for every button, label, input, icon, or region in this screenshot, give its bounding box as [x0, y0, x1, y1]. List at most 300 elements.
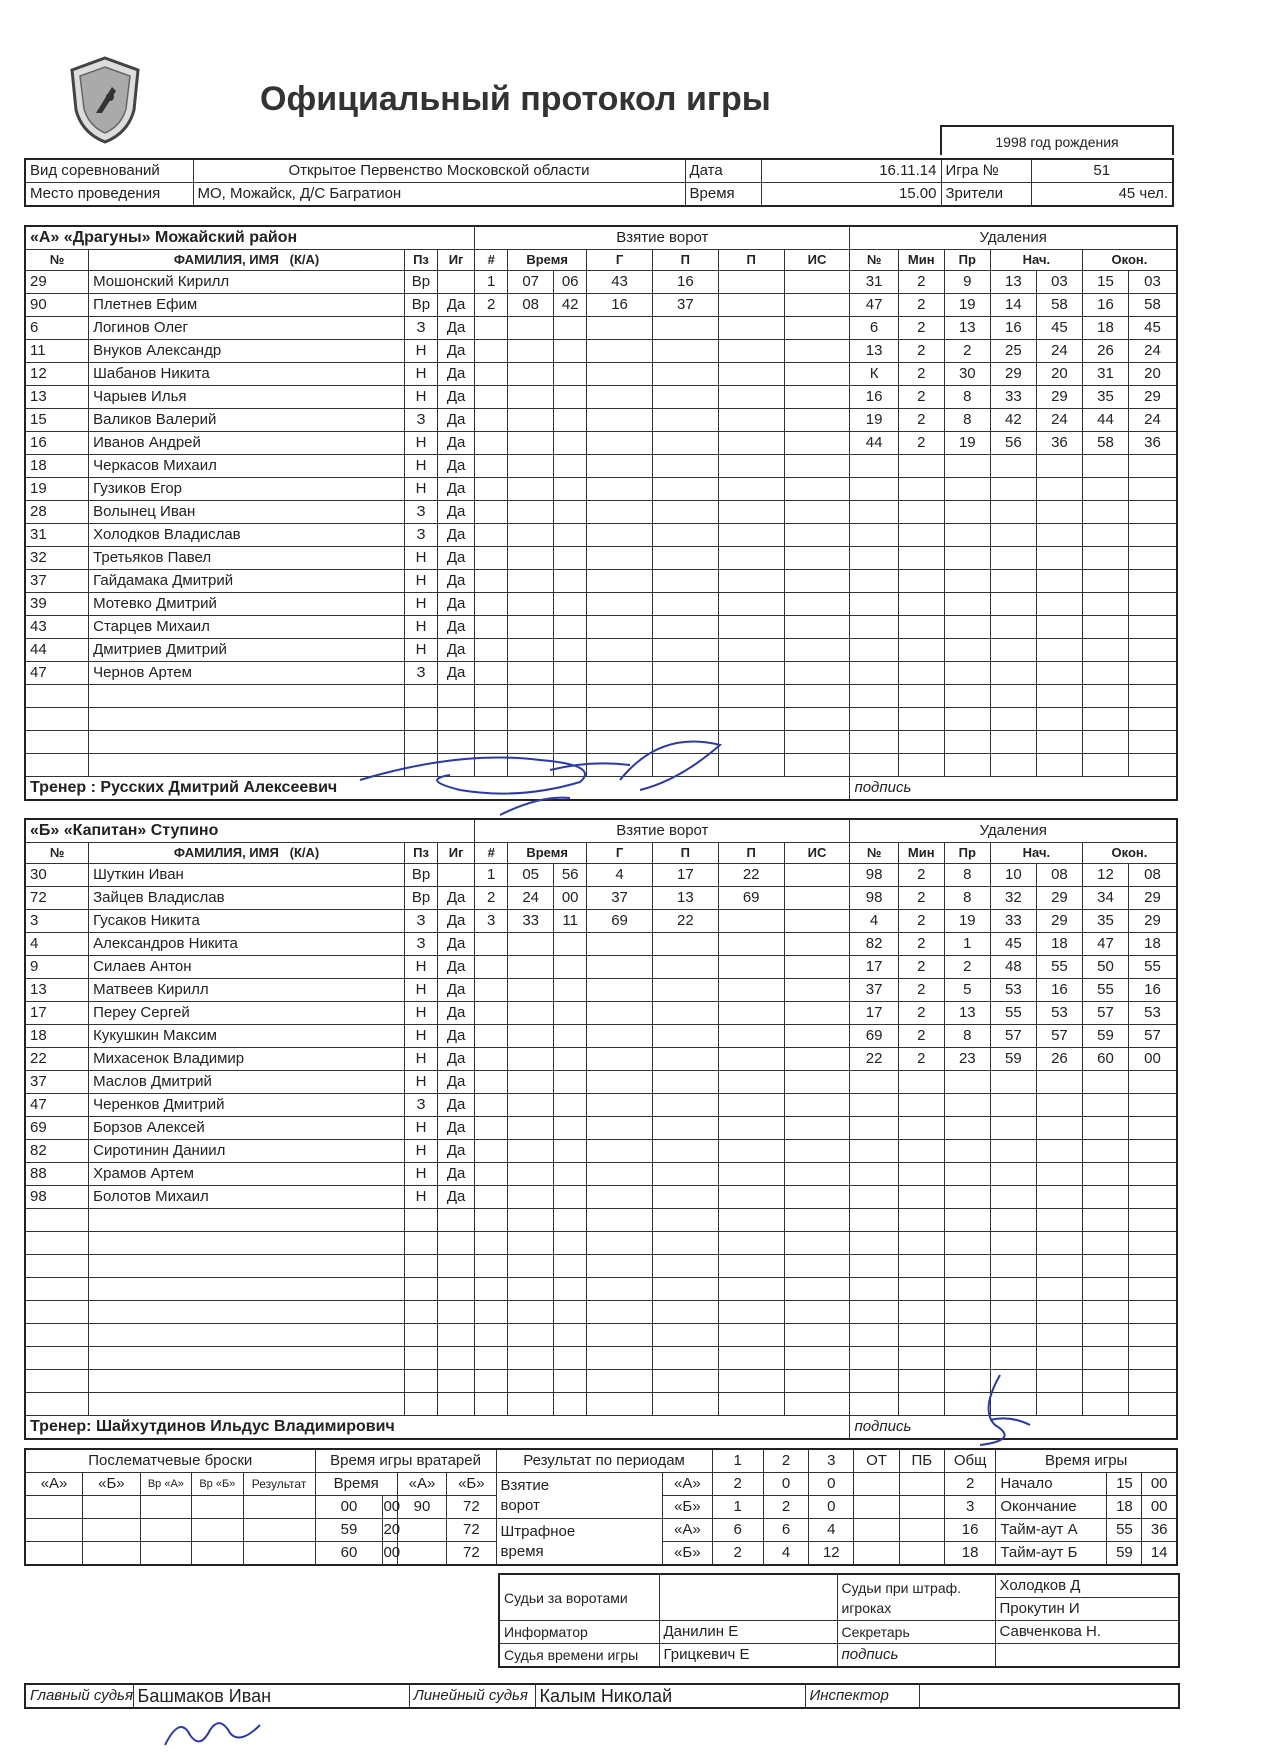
team_b-pen-end-min [1082, 1347, 1128, 1370]
team_b-goal-assist2 [718, 1278, 784, 1301]
team_b-pen-end-sec [1129, 1370, 1177, 1393]
team_a-goal-assist2 [718, 386, 784, 409]
team_a-pen-min: 2 [898, 294, 944, 317]
team_a-goal-sec [554, 409, 587, 432]
team_a-pen-end-min: 18 [1082, 317, 1128, 340]
gk-min: 60 [315, 1542, 383, 1566]
team_a-goal-sec [554, 386, 587, 409]
team_b-pen-player [850, 1186, 898, 1209]
penalty-judges-label: Судьи при штраф. игроках [837, 1574, 995, 1621]
team_a-goal-situation [784, 501, 850, 524]
team_b-pen-end-sec: 53 [1129, 1002, 1177, 1025]
team_b-goal-col: # [475, 843, 508, 864]
team_b-goal-sec [554, 1347, 587, 1370]
team_b-pen-min: 2 [898, 864, 944, 887]
table-row [25, 1186, 1177, 1209]
game-time-title: Время игры [996, 1449, 1177, 1473]
team_a-pen-end-sec [1129, 547, 1177, 570]
team_b-player-name [89, 1347, 405, 1370]
team_b-pen-reason: 8 [944, 887, 990, 910]
team_b-goal-sec: 56 [554, 864, 587, 887]
team_a-goal-assist1 [652, 639, 718, 662]
team_a-col-pz: Пз [405, 250, 438, 271]
team_b-player-name [89, 1393, 405, 1416]
team_b-pen-start-min: 48 [990, 956, 1036, 979]
team_a-goal-min [508, 340, 554, 363]
team_b-pen-start-min: 45 [990, 933, 1036, 956]
team_b-goal-min [508, 1393, 554, 1416]
team_b-goal-sec [554, 1370, 587, 1393]
team_a-pen-end-sec: 58 [1129, 294, 1177, 317]
team_b-pen-min [898, 1324, 944, 1347]
team_b-pen-player: 98 [850, 887, 898, 910]
team_b-goal-situation [784, 864, 850, 887]
linesman-label: Линейный судья [409, 1684, 535, 1708]
team_a-goal-min [508, 386, 554, 409]
team_a-goal-assist1 [652, 386, 718, 409]
team_b-goal-num [475, 1209, 508, 1232]
team_b-goal-sec [554, 1002, 587, 1025]
team_a-pen-end-min [1082, 754, 1128, 777]
team_b-pen-player: 17 [850, 1002, 898, 1025]
team_a-goal-situation [784, 294, 850, 317]
gk-a: 90 [397, 1496, 446, 1519]
team_a-goal-num [475, 570, 508, 593]
team_a-goal-col: П [718, 250, 784, 271]
game-value: 51 [1031, 159, 1173, 183]
team_a-pen-end-sec: 24 [1129, 340, 1177, 363]
team_b-pen-end-min [1082, 1071, 1128, 1094]
team_a-pen-min [898, 570, 944, 593]
team_b-goal-scorer [587, 1255, 653, 1278]
team_b-goal-scorer [587, 1393, 653, 1416]
gk-min: 59 [315, 1519, 383, 1542]
team_b-pen-start-sec: 16 [1036, 979, 1082, 1002]
team_a-goal-sec [554, 340, 587, 363]
team_a-pen-min: 2 [898, 317, 944, 340]
team_b-player-played: Да [437, 1117, 474, 1140]
team_b-pen-start-sec: 53 [1036, 1002, 1082, 1025]
team_b-pen-start-sec [1036, 1301, 1082, 1324]
team_a-player-number: 11 [25, 340, 89, 363]
team_b-pen-player [850, 1140, 898, 1163]
team_a-goal-assist1 [652, 409, 718, 432]
team_b-pen-col: Нач. [990, 843, 1082, 864]
period-2-header: 2 [763, 1449, 808, 1473]
team_a-pen-end-sec [1129, 616, 1177, 639]
team_b-pen-player [850, 1347, 898, 1370]
team_a-pen-player [850, 639, 898, 662]
shootout-col-a: «А» [25, 1473, 83, 1496]
team_b-pen-player [850, 1393, 898, 1416]
team_b-goal-sec: 11 [554, 910, 587, 933]
team_a-pen-player: К [850, 363, 898, 386]
team_a-goal-num: 1 [475, 271, 508, 294]
team_a-player-name [89, 685, 405, 708]
team_b-pen-player [850, 1163, 898, 1186]
team_a-player-position: Н [405, 547, 438, 570]
period-pb-header: ПБ [899, 1449, 944, 1473]
team_b-goal-assist1 [652, 1140, 718, 1163]
team_a-pen-end-min [1082, 478, 1128, 501]
team_b-goal-scorer: 69 [587, 910, 653, 933]
team_b-goal-min [508, 1301, 554, 1324]
shootout-col-result: Результат [243, 1473, 315, 1496]
team_a-player-played [437, 271, 474, 294]
team_a-goal-num [475, 547, 508, 570]
team_a-goal-sec: 42 [554, 294, 587, 317]
team_b-pen-start-min: 57 [990, 1025, 1036, 1048]
team_b-goal-sec [554, 1232, 587, 1255]
team_a-pen-col: Нач. [990, 250, 1082, 271]
team_a-player-name: Чарыев Илья [89, 386, 405, 409]
table-row [25, 593, 1177, 616]
sum-cell: 0 [809, 1496, 854, 1519]
team_b-player-played: Да [437, 910, 474, 933]
sum-row-team: «Б» [663, 1542, 712, 1566]
game-time-sec: 00 [1142, 1473, 1177, 1496]
team_b-pen-reason [944, 1347, 990, 1370]
team_a-pen-player [850, 547, 898, 570]
team_b-goals-title: Взятие ворот [475, 819, 850, 843]
team_a-goal-sec [554, 662, 587, 685]
team_b-pen-player [850, 1232, 898, 1255]
team_b-goal-assist1 [652, 1255, 718, 1278]
sum-cell [899, 1542, 944, 1566]
team_b-goal-sec [554, 1209, 587, 1232]
team_a-goal-situation [784, 662, 850, 685]
team_b-pen-start-min [990, 1117, 1036, 1140]
team_b-player-name: Сиротинин Даниил [89, 1140, 405, 1163]
team_a-pen-player [850, 478, 898, 501]
team_a-goal-col: Г [587, 250, 653, 271]
period-ot-header: ОТ [854, 1449, 899, 1473]
team_a-pen-player [850, 685, 898, 708]
date-value: 16.11.14 [761, 159, 941, 183]
team_a-goal-min [508, 570, 554, 593]
team_b-player-position [405, 1255, 438, 1278]
team_b-pen-end-sec: 57 [1129, 1025, 1177, 1048]
team_b-pen-player [850, 1094, 898, 1117]
team_a-player-number: 13 [25, 386, 89, 409]
team_b-goal-assist1 [652, 1117, 718, 1140]
team_a-pen-min [898, 616, 944, 639]
team_b-pen-min [898, 1232, 944, 1255]
team_b-goal-situation [784, 1140, 850, 1163]
team_b-goal-sec [554, 1117, 587, 1140]
team_b-goal-min [508, 1209, 554, 1232]
team_b-pen-start-min: 32 [990, 887, 1036, 910]
periods-title: Результат по периодам [496, 1449, 712, 1473]
team_b-player-number [25, 1278, 89, 1301]
team_a-goal-min [508, 501, 554, 524]
team_b-goal-situation [784, 1002, 850, 1025]
team_b-player-position [405, 1324, 438, 1347]
team_b-pen-start-min: 55 [990, 1002, 1036, 1025]
team_b-goal-scorer [587, 1117, 653, 1140]
team_a-player-played: Да [437, 547, 474, 570]
team_b-goal-assist2 [718, 1025, 784, 1048]
game-time-label: Тайм-аут Б [996, 1542, 1107, 1566]
team_b-goal-min: 33 [508, 910, 554, 933]
team_a-goal-sec [554, 455, 587, 478]
team_a-goal-assist1 [652, 317, 718, 340]
table-row [25, 386, 1177, 409]
table-row [25, 979, 1177, 1002]
team_b-pen-start-sec [1036, 1347, 1082, 1370]
team_b-pen-reason [944, 1186, 990, 1209]
team_b-pen-reason [944, 1324, 990, 1347]
team_a-pen-end-sec: 45 [1129, 317, 1177, 340]
table-row [25, 662, 1177, 685]
team_a-goal-sec [554, 593, 587, 616]
team_b-goal-sec [554, 1048, 587, 1071]
officials-signature-label: подпись [837, 1644, 995, 1668]
team_a-player-position: Н [405, 478, 438, 501]
team_b-player-position: Н [405, 979, 438, 1002]
team_a-pen-start-sec [1036, 685, 1082, 708]
team_a-player-number: 31 [25, 524, 89, 547]
team_b-goal-scorer [587, 1347, 653, 1370]
informer-value: Данилин Е [659, 1621, 837, 1644]
team_a-goal-assist2 [718, 340, 784, 363]
team_b-pen-end-min [1082, 1255, 1128, 1278]
team_b-pen-end-min [1082, 1393, 1128, 1416]
team_b-pen-start-min [990, 1301, 1036, 1324]
team_a-pen-end-min [1082, 570, 1128, 593]
team_b-player-position [405, 1370, 438, 1393]
team_a-pen-min: 2 [898, 409, 944, 432]
team_a-goal-assist2 [718, 478, 784, 501]
team_b-player-number: 3 [25, 910, 89, 933]
inspector-label: Инспектор [805, 1684, 919, 1708]
team_b-goal-assist2 [718, 956, 784, 979]
team_a-player-number: 32 [25, 547, 89, 570]
gk-b: 72 [447, 1496, 496, 1519]
team_b-pen-min [898, 1370, 944, 1393]
team_a-pen-player [850, 662, 898, 685]
table-row [25, 1071, 1177, 1094]
team_b-goal-num [475, 1163, 508, 1186]
team_a-pen-reason: 19 [944, 432, 990, 455]
team_a-pen-reason [944, 662, 990, 685]
team_a-pen-min [898, 685, 944, 708]
team_a-pen-min [898, 524, 944, 547]
table-row [25, 570, 1177, 593]
time-label: Время [685, 183, 761, 207]
team_b-pen-start-sec [1036, 1071, 1082, 1094]
table-row [25, 271, 1177, 294]
team_a-goal-assist1 [652, 363, 718, 386]
team_a-pen-start-sec: 58 [1036, 294, 1082, 317]
team_b-pen-player [850, 1117, 898, 1140]
team_a-player-played: Да [437, 662, 474, 685]
team_b-pen-reason [944, 1278, 990, 1301]
team_b-goal-situation [784, 1393, 850, 1416]
team_b-pen-min [898, 1393, 944, 1416]
gk-col-b: «Б» [447, 1473, 496, 1496]
team_a-pen-end-min: 58 [1082, 432, 1128, 455]
table-row [25, 1140, 1177, 1163]
team_a-goal-scorer [587, 570, 653, 593]
team_b-player-number [25, 1232, 89, 1255]
team_b-pen-end-sec [1129, 1278, 1177, 1301]
sum-cell: 2 [712, 1542, 763, 1566]
team_a-pen-end-sec [1129, 731, 1177, 754]
team_b-goal-situation [784, 1071, 850, 1094]
team_b-player-position [405, 1278, 438, 1301]
team_b-pen-min: 2 [898, 956, 944, 979]
main-ref-value: Башмаков Иван [133, 1684, 409, 1708]
team_b-player-played: Да [437, 1140, 474, 1163]
team_b-pen-min [898, 1094, 944, 1117]
team_b-pen-end-sec [1129, 1255, 1177, 1278]
team_b-player-name [89, 1301, 405, 1324]
team_a-goal-col: # [475, 250, 508, 271]
table-row [25, 340, 1177, 363]
table-row [25, 1255, 1177, 1278]
team_a-pen-end-min: 15 [1082, 271, 1128, 294]
team_b-player-name: Кукушкин Максим [89, 1025, 405, 1048]
team_a-goal-assist2 [718, 662, 784, 685]
gk-b: 72 [447, 1519, 496, 1542]
team_b-pen-end-sec: 29 [1129, 887, 1177, 910]
team_a-pen-end-min [1082, 501, 1128, 524]
team_b-pen-end-sec [1129, 1186, 1177, 1209]
team_b-pen-end-sec [1129, 1163, 1177, 1186]
team_a-pen-min [898, 662, 944, 685]
team_a-pen-start-sec [1036, 478, 1082, 501]
team_b-player-number: 9 [25, 956, 89, 979]
team_a-pen-min: 2 [898, 363, 944, 386]
team_b-pen-start-sec: 18 [1036, 933, 1082, 956]
team_a-player-name: Чернов Артем [89, 662, 405, 685]
table-row [25, 1117, 1177, 1140]
team_b-goal-min [508, 1117, 554, 1140]
team_b-goal-situation [784, 1048, 850, 1071]
team_b-player-position: Н [405, 1117, 438, 1140]
team_b-goal-assist2 [718, 1393, 784, 1416]
competition-label: Вид соревнований [25, 159, 193, 183]
team_a-goal-assist2 [718, 547, 784, 570]
team_b-pen-player [850, 1255, 898, 1278]
team_a-pen-end-sec: 36 [1129, 432, 1177, 455]
team_a-pen-min: 2 [898, 386, 944, 409]
team_a-goal-num: 2 [475, 294, 508, 317]
team_a-goal-col: ИС [784, 250, 850, 271]
team_b-player-number: 47 [25, 1094, 89, 1117]
team_b-player-name: Александров Никита [89, 933, 405, 956]
team_a-pen-start-min: 42 [990, 409, 1036, 432]
date-label: Дата [685, 159, 761, 183]
team_a-player-number: 12 [25, 363, 89, 386]
team_b-player-position: Н [405, 1071, 438, 1094]
team_b-player-played: Да [437, 1186, 474, 1209]
team_a-player-number: 47 [25, 662, 89, 685]
team_b-goal-situation [784, 956, 850, 979]
team_a-goal-scorer [587, 340, 653, 363]
team_b-pen-start-min: 33 [990, 910, 1036, 933]
team_a-goal-situation [784, 754, 850, 777]
team_b-goal-sec [554, 1025, 587, 1048]
team_a-goal-situation [784, 455, 850, 478]
team_b-goal-scorer [587, 1301, 653, 1324]
team_b-goal-assist2 [718, 1347, 784, 1370]
team_b-player-played [437, 1324, 474, 1347]
team_b-goal-scorer [587, 1324, 653, 1347]
team_b-pen-end-min: 57 [1082, 1002, 1128, 1025]
team_b-pen-end-sec: 55 [1129, 956, 1177, 979]
team_b-pen-start-sec [1036, 1255, 1082, 1278]
period-total-header: Общ [944, 1449, 995, 1473]
meta-table [24, 158, 1174, 207]
team_a-pen-start-sec [1036, 616, 1082, 639]
team_b-player-played: Да [437, 956, 474, 979]
team_a-goal-assist1 [652, 524, 718, 547]
team_a-player-position [405, 685, 438, 708]
team_b-pen-start-min [990, 1163, 1036, 1186]
team_a-pen-reason [944, 570, 990, 593]
team_a-goal-situation [784, 386, 850, 409]
team_b-pen-start-sec: 29 [1036, 910, 1082, 933]
team_b-pen-start-min: 59 [990, 1048, 1036, 1071]
team_a-goal-num [475, 639, 508, 662]
team_a-pen-reason: 13 [944, 317, 990, 340]
game-time-min: 18 [1107, 1496, 1142, 1519]
team_b-pen-end-min [1082, 1209, 1128, 1232]
team_a-goal-sec [554, 432, 587, 455]
team_b-pen-reason: 8 [944, 1025, 990, 1048]
gk-sec: 00 [383, 1542, 397, 1566]
team_b-pen-reason: 19 [944, 910, 990, 933]
table-row [25, 1163, 1177, 1186]
team_b-goal-min [508, 1324, 554, 1347]
team_a-player-number: 29 [25, 271, 89, 294]
team_b-pen-end-sec [1129, 1324, 1177, 1347]
team_a-player-name: Черкасов Михаил [89, 455, 405, 478]
team_b-pen-end-sec [1129, 1117, 1177, 1140]
team_a-pen-reason: 8 [944, 409, 990, 432]
team_b-pen-start-sec [1036, 1278, 1082, 1301]
team_b-player-position: Вр [405, 864, 438, 887]
team_b-pen-end-min: 59 [1082, 1025, 1128, 1048]
col-ka-label: (К/А) [289, 845, 320, 860]
team_a-pen-min [898, 455, 944, 478]
team_b-pen-end-min [1082, 1324, 1128, 1347]
team_a-player-position: Н [405, 386, 438, 409]
team_a-player-played: Да [437, 616, 474, 639]
team_a-goal-col: П [652, 250, 718, 271]
table-row [25, 1324, 1177, 1347]
team_b-pen-reason: 23 [944, 1048, 990, 1071]
team_b-penalties-title: Удаления [850, 819, 1177, 843]
game-label: Игра № [941, 159, 1031, 183]
team_b-goal-assist1 [652, 1347, 718, 1370]
team_a-player-number: 15 [25, 409, 89, 432]
team_b-player-played: Да [437, 1094, 474, 1117]
team_b-goal-sec [554, 1324, 587, 1347]
team_b-goal-assist1 [652, 956, 718, 979]
team_b-goal-num [475, 1071, 508, 1094]
team_b-player-name [89, 1278, 405, 1301]
team_a-player-position: Н [405, 340, 438, 363]
table-row [25, 1301, 1177, 1324]
team_b-pen-end-min [1082, 1163, 1128, 1186]
team_b-pen-min [898, 1163, 944, 1186]
team_a-pen-min [898, 547, 944, 570]
team_b-pen-player: 82 [850, 933, 898, 956]
team_b-goal-num [475, 933, 508, 956]
